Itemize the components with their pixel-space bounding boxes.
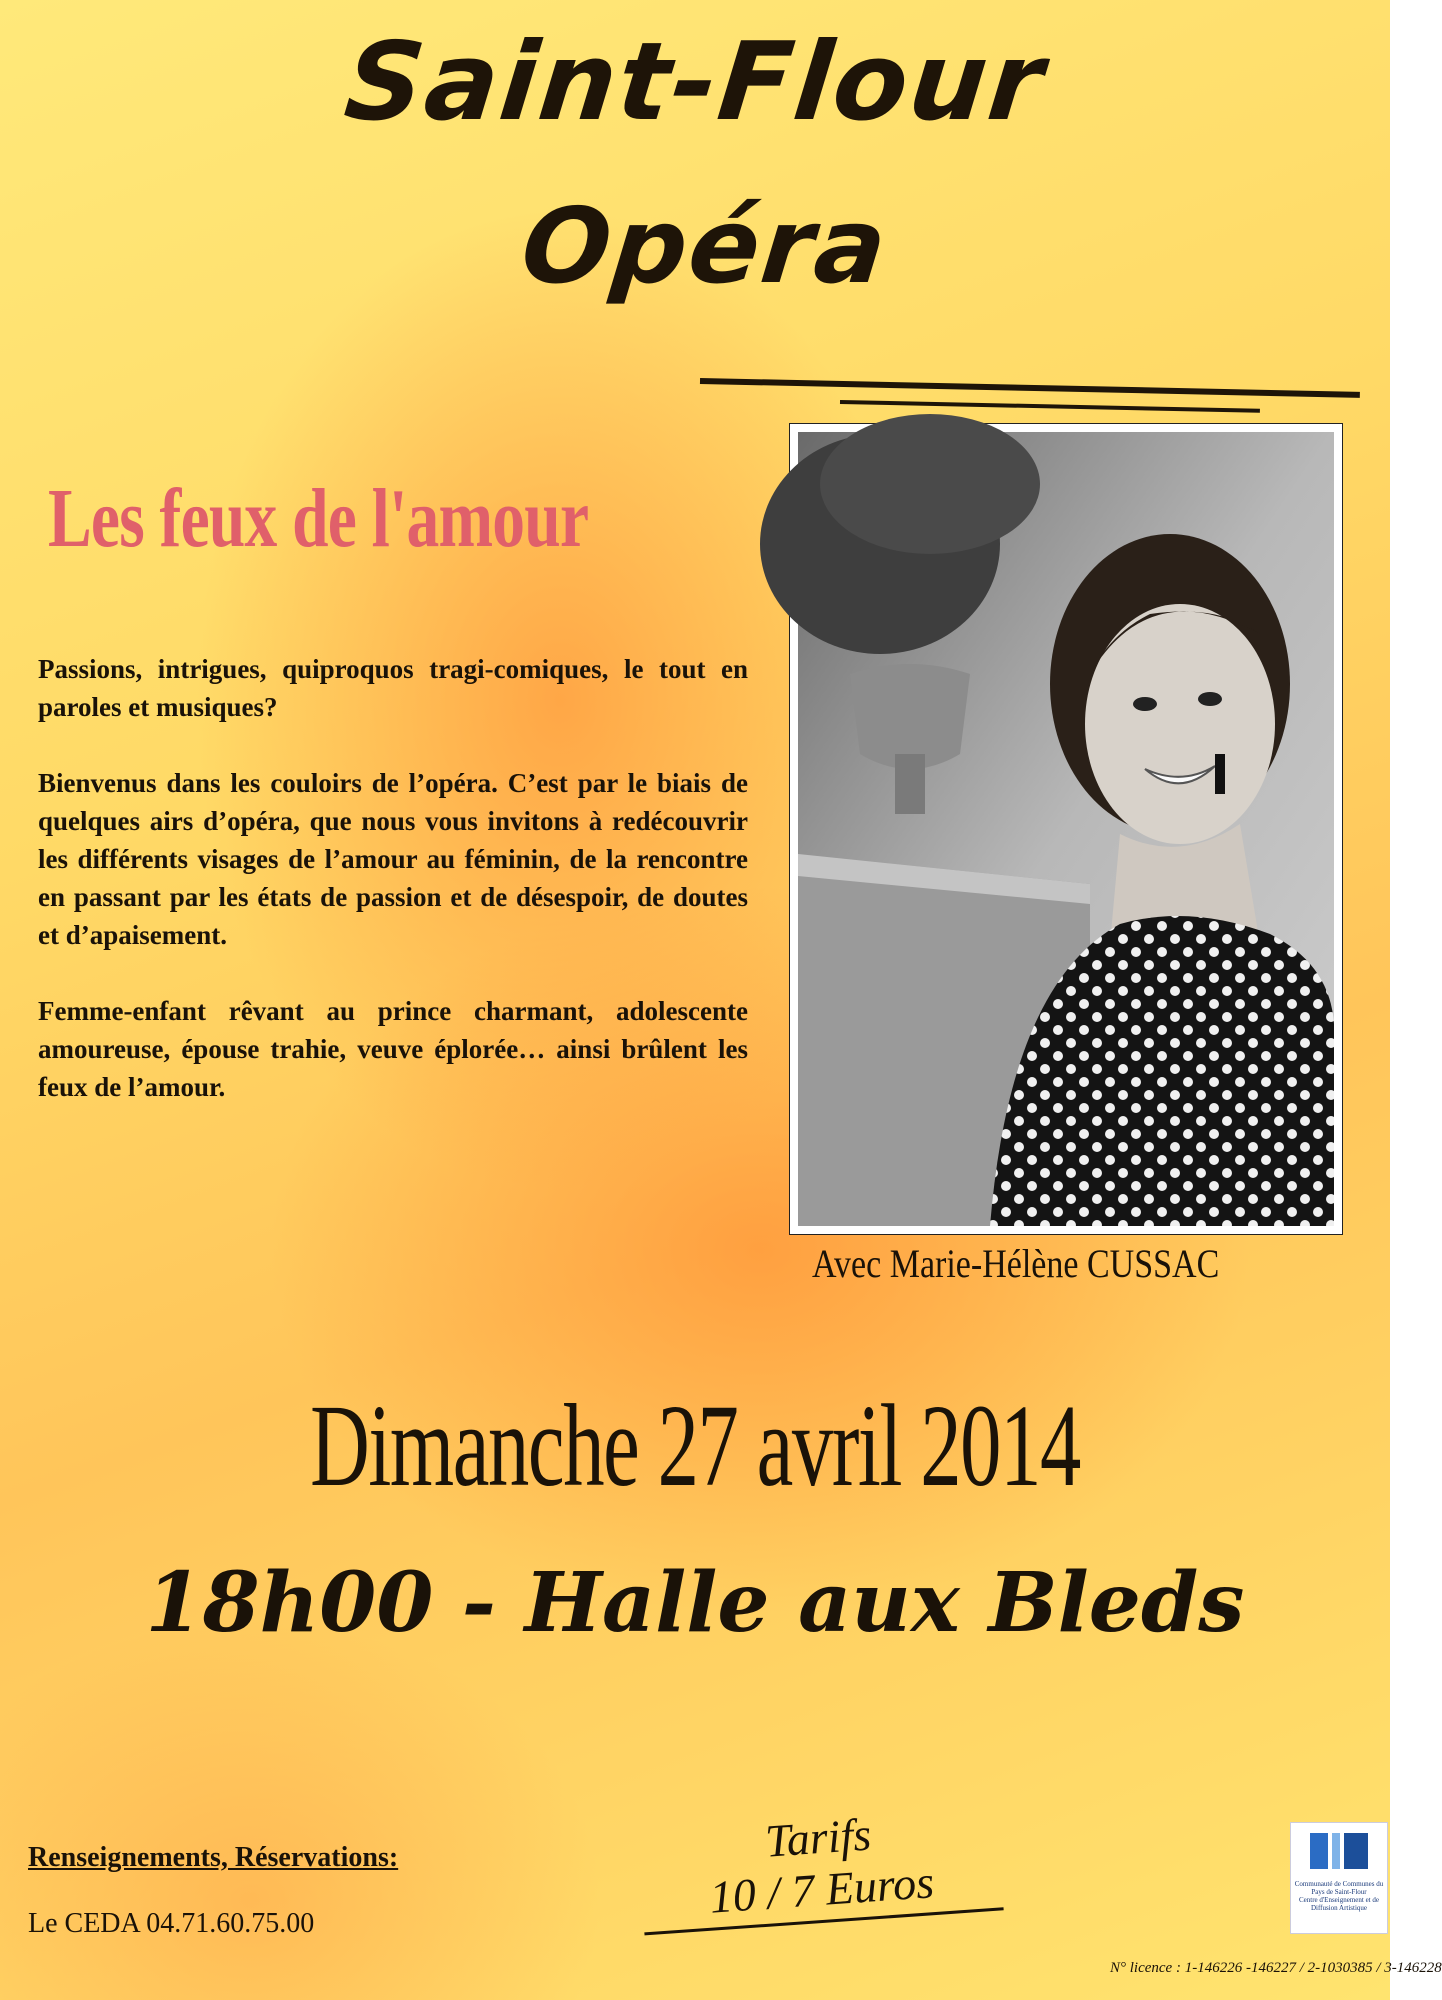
- singer-photo: [790, 424, 1342, 1234]
- info-phone: Le CEDA 04.71.60.75.00: [28, 1908, 315, 1939]
- logo-text-ceda: Centre d'Enseignement et de Diffusion Artistique: [1299, 1896, 1379, 1912]
- tarifs-label: Tarifs: [763, 1808, 873, 1867]
- ceda-logo-icon: [1304, 1827, 1374, 1875]
- licence-number: N° licence : 1-146226 -146227 / 2-1030385 / 3-146228: [1110, 1960, 1442, 1976]
- ceda-logo: [1290, 1822, 1388, 1934]
- description-paragraph: Passions, intrigues, quiproquos tragi-comiques, le tout en paroles et musiques?: [38, 654, 748, 722]
- tarifs-price: 10 / 7 Euros: [708, 1856, 936, 1923]
- tarifs: [637, 1800, 1003, 1929]
- title-saint-flour: Saint-Flour: [339, 20, 1051, 145]
- title-underline-short: [840, 400, 1260, 413]
- description: [38, 650, 748, 1144]
- title-opera: Opéra: [516, 185, 894, 307]
- logo-text-community: Communauté de Communes du Pays de Saint-Flour: [1294, 1880, 1384, 1896]
- singer-portrait-illustration: [790, 424, 1342, 1234]
- event-date: Dimanche 27 avril 2014: [310, 1380, 1080, 1511]
- description-paragraph: Femme-enfant rêvant au prince charmant, adolescente amoureuse, épouse trahie, veuve éplorée… ainsi brûlent les feux de l’amour.: [38, 996, 748, 1102]
- show-subtitle: Les feux de l'amour: [48, 472, 589, 565]
- info-label: Renseignements, Réservations:: [28, 1842, 399, 1873]
- description-paragraph: Bienvenus dans les couloirs de l’opéra. C’est par le biais de quelques airs d’opéra, que nous vous invitons à redécouvrir les différents visages de l’amour au féminin, de la rencontre en passant par les états de passion et de désespoir, de doutes et d’apaisement.: [38, 768, 748, 950]
- title-underline: [700, 378, 1360, 398]
- photo-caption: Avec Marie-Hélène CUSSAC: [812, 1241, 1220, 1286]
- event-time-place: 18h00 - Halle aux Bleds: [145, 1555, 1245, 1651]
